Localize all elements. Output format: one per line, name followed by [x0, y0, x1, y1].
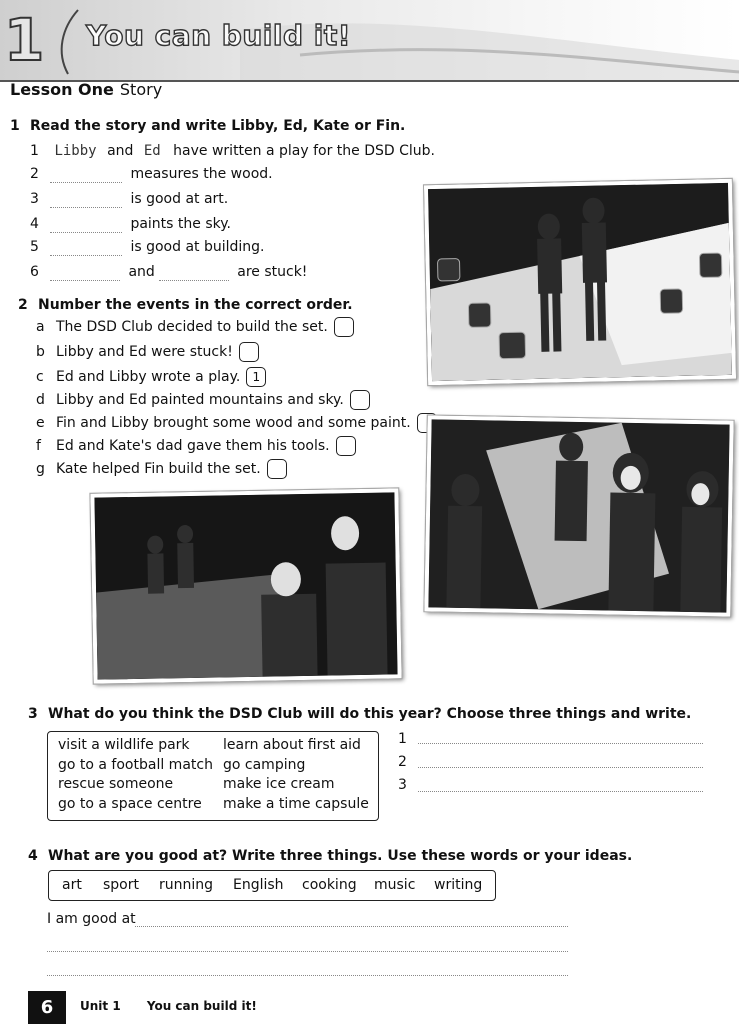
option-text: go to a football match [58, 756, 213, 773]
q1-item-1 [30, 142, 435, 160]
word-chip: music [374, 877, 416, 893]
q3-number: 3 [28, 706, 38, 722]
story-picture-2 [424, 415, 733, 616]
q4-answer-line-2[interactable] [47, 950, 568, 952]
q4-answer-line-1[interactable] [135, 925, 568, 927]
item-number: 1 [30, 143, 39, 159]
q1-blank-5[interactable] [50, 241, 122, 256]
q3-answer-line-2[interactable] [418, 766, 703, 768]
q4-answer-line-3[interactable] [47, 974, 568, 976]
option-text: go to a space centre [58, 795, 202, 812]
item-text: The DSD Club decided to build the set. [56, 319, 328, 335]
q3-instruction: What do you think the DSD Club will do this year? Choose three things and write. [48, 706, 692, 722]
q3-answer-1-number: 1 [398, 731, 407, 747]
q1-item-5 [30, 238, 265, 256]
word-chip: English [233, 877, 284, 893]
q4-word-box [48, 870, 496, 901]
q3-answer-line-3[interactable] [418, 790, 703, 792]
item-connector: and [128, 264, 155, 280]
unit-number: 1 [4, 6, 45, 74]
story-picture-3 [90, 488, 401, 683]
q2-item-g [36, 459, 437, 482]
option-text: learn about first aid [223, 737, 361, 753]
q3-options-box [47, 731, 379, 821]
q3-answer-line-1[interactable] [418, 742, 703, 744]
q1-blank-6a[interactable] [50, 266, 120, 281]
q3-heading [28, 705, 691, 723]
footer-title: You can build it! [146, 999, 257, 1013]
stuck-scene-illustration [94, 492, 397, 679]
item-letter: a [36, 319, 45, 335]
q2-instruction: Number the events in the correct order. [38, 297, 353, 313]
q1-item-4 [30, 215, 231, 233]
item-letter: b [36, 344, 45, 360]
lesson-title [10, 80, 162, 100]
item-letter: d [36, 392, 45, 408]
q1-blank-3[interactable] [50, 193, 122, 208]
q2-item-c [36, 367, 437, 390]
q4-prompt: I am good at [47, 911, 136, 927]
item-text: is good at art. [130, 191, 229, 207]
q1-heading [10, 117, 405, 135]
item-text: Kate helped Fin build the set. [56, 461, 261, 477]
item-text: Fin and Libby brought some wood and some paint. [56, 415, 411, 431]
item-number: 6 [30, 264, 39, 280]
item-text: have written a play for the DSD Club. [173, 143, 436, 159]
q3-options-left [58, 736, 213, 814]
option-text: visit a wildlife park [58, 737, 190, 753]
q3-options-right [223, 736, 369, 814]
q2-item-f [36, 436, 437, 459]
q3-answer-2-number: 2 [398, 754, 407, 770]
q1-blank-2[interactable] [50, 168, 122, 183]
q1-item-3 [30, 190, 228, 208]
q2-answer-box-b[interactable] [239, 342, 259, 362]
q1-answer-1a[interactable]: Libby [54, 143, 97, 159]
lesson-label: Lesson One [10, 80, 114, 99]
item-connector: and [107, 143, 134, 159]
q4-heading [28, 847, 632, 865]
unit-title: You can build it! [86, 19, 352, 52]
q2-answer-box-a[interactable] [334, 317, 354, 337]
q3-answer-3-number: 3 [398, 777, 407, 793]
painting-scene-illustration [428, 183, 732, 381]
option-text: make a time capsule [223, 795, 369, 812]
item-text: Libby and Ed were stuck! [56, 344, 233, 360]
item-letter: c [36, 369, 44, 385]
q2-list [36, 317, 437, 482]
q1-blank-4[interactable] [50, 218, 122, 233]
item-text: is good at building. [130, 239, 265, 255]
q2-item-e [36, 413, 437, 436]
q1-blank-6b[interactable] [159, 266, 229, 281]
q1-number: 1 [10, 118, 20, 134]
word-chip: art [62, 877, 82, 893]
q2-heading [18, 296, 353, 314]
q2-item-d [36, 390, 437, 413]
q2-answer-box-g[interactable] [267, 459, 287, 479]
item-text: measures the wood. [130, 166, 273, 182]
q1-instruction: Read the story and write Libby, Ed, Kate or Fin. [30, 118, 406, 134]
item-letter: f [36, 438, 41, 454]
q2-item-a [36, 317, 437, 342]
item-text: are stuck! [237, 264, 308, 280]
q4-number: 4 [28, 848, 38, 864]
q1-answer-1b[interactable]: Ed [143, 143, 161, 159]
q1-item-2 [30, 165, 273, 183]
item-number: 2 [30, 166, 39, 182]
q1-item-6 [30, 263, 307, 281]
item-number: 5 [30, 239, 39, 255]
q4-instruction: What are you good at? Write three things. Use these words or your ideas. [48, 848, 633, 864]
word-chip: cooking [302, 877, 357, 893]
option-text: rescue someone [58, 776, 174, 792]
item-text: Ed and Libby wrote a play. [56, 369, 241, 385]
item-number: 3 [30, 191, 39, 207]
q2-item-b [36, 342, 437, 367]
story-picture-1 [424, 179, 736, 385]
page-number: 6 [28, 991, 66, 1024]
option-text: make ice cream [223, 776, 335, 792]
q2-answer-box-f[interactable] [336, 436, 356, 456]
item-text: Libby and Ed painted mountains and sky. [56, 392, 344, 408]
footer-unit: Unit 1 [80, 999, 121, 1013]
item-text: paints the sky. [130, 216, 231, 232]
item-letter: g [36, 461, 45, 477]
q2-number: 2 [18, 297, 28, 313]
item-text: Ed and Kate's dad gave them his tools. [56, 438, 330, 454]
word-chip: running [159, 877, 214, 893]
q2-answer-box-c[interactable]: 1 [246, 367, 266, 387]
header-divider-arc [48, 8, 88, 76]
building-set-illustration [428, 419, 729, 612]
word-chip: writing [434, 877, 483, 893]
lesson-sub: Story [119, 80, 163, 99]
item-letter: e [36, 415, 45, 431]
word-chip: sport [103, 877, 139, 893]
footer-text [80, 998, 257, 1014]
q2-answer-box-d[interactable] [350, 390, 370, 410]
option-text: go camping [223, 756, 306, 773]
item-number: 4 [30, 216, 39, 232]
